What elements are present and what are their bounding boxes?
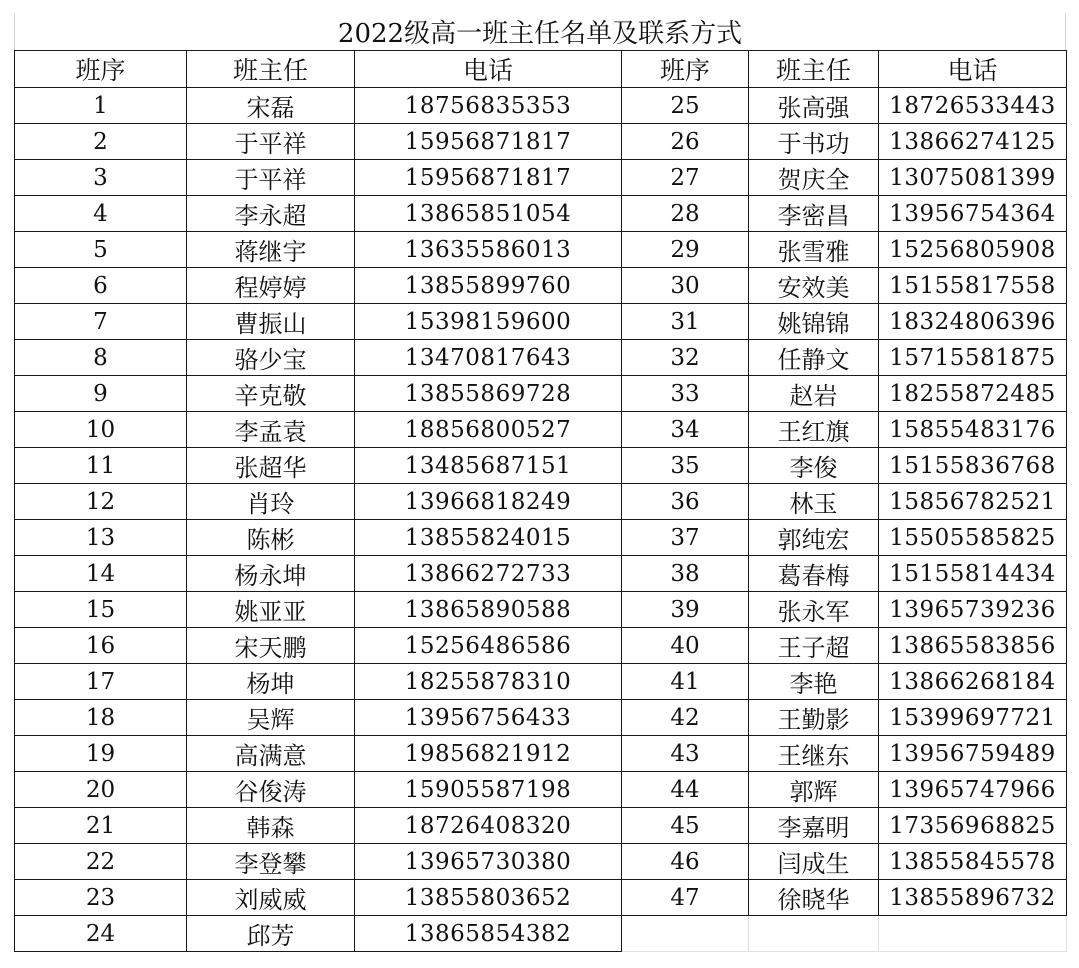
header-class-no: 班序 xyxy=(622,51,749,88)
phone-number-cell: 18756835353 xyxy=(355,88,622,124)
class-number-cell: 39 xyxy=(622,592,749,628)
table-row xyxy=(15,484,1067,520)
class-number-cell: 37 xyxy=(622,520,749,556)
header-row xyxy=(15,51,1067,88)
phone-number-cell: 15155836768 xyxy=(879,448,1067,484)
phone-number-cell: 13855845578 xyxy=(879,844,1067,880)
class-number-cell: 43 xyxy=(622,736,749,772)
class-number-cell: 17 xyxy=(15,664,187,700)
empty-cell xyxy=(879,916,1067,952)
phone-number-cell: 15256486586 xyxy=(355,628,622,664)
phone-number-cell: 13865851054 xyxy=(355,196,622,232)
table-row xyxy=(15,448,1067,484)
class-number-cell: 2 xyxy=(15,124,187,160)
table-row xyxy=(15,88,1067,124)
teacher-name-cell: 张超华 xyxy=(187,448,355,484)
table-row xyxy=(15,700,1067,736)
teacher-name-cell: 杨永坤 xyxy=(187,556,355,592)
teacher-name-cell: 吴辉 xyxy=(187,700,355,736)
phone-number-cell: 13965739236 xyxy=(879,592,1067,628)
class-number-cell: 18 xyxy=(15,700,187,736)
class-number-cell: 15 xyxy=(15,592,187,628)
teacher-name-cell: 程婷婷 xyxy=(187,268,355,304)
class-number-cell: 8 xyxy=(15,340,187,376)
spreadsheet xyxy=(14,14,1066,952)
phone-number-cell: 13855824015 xyxy=(355,520,622,556)
class-number-cell: 12 xyxy=(15,484,187,520)
class-number-cell: 22 xyxy=(15,844,187,880)
teacher-name-cell: 李俊 xyxy=(749,448,879,484)
class-number-cell: 42 xyxy=(622,700,749,736)
class-number-cell: 46 xyxy=(622,844,749,880)
table-row xyxy=(15,916,1067,952)
class-number-cell: 24 xyxy=(15,916,187,952)
phone-number-cell: 15715581875 xyxy=(879,340,1067,376)
teacher-name-cell: 王红旗 xyxy=(749,412,879,448)
phone-number-cell: 13865854382 xyxy=(355,916,622,952)
phone-number-cell: 13075081399 xyxy=(879,160,1067,196)
class-number-cell: 4 xyxy=(15,196,187,232)
phone-number-cell: 13485687151 xyxy=(355,448,622,484)
class-number-cell: 35 xyxy=(622,448,749,484)
phone-number-cell: 15155817558 xyxy=(879,268,1067,304)
phone-number-cell: 13965730380 xyxy=(355,844,622,880)
teacher-name-cell: 李孟袁 xyxy=(187,412,355,448)
phone-number-cell: 13855899760 xyxy=(355,268,622,304)
table-row xyxy=(15,376,1067,412)
phone-number-cell: 13855869728 xyxy=(355,376,622,412)
phone-number-cell: 13966818249 xyxy=(355,484,622,520)
phone-number-cell: 15155814434 xyxy=(879,556,1067,592)
phone-number-cell: 17356968825 xyxy=(879,808,1067,844)
teacher-name-cell: 韩森 xyxy=(187,808,355,844)
table-row xyxy=(15,304,1067,340)
class-number-cell: 40 xyxy=(622,628,749,664)
table-row xyxy=(15,520,1067,556)
class-number-cell: 33 xyxy=(622,376,749,412)
table-row xyxy=(15,340,1067,376)
phone-number-cell: 13956759489 xyxy=(879,736,1067,772)
teacher-name-cell: 张永军 xyxy=(749,592,879,628)
table-row xyxy=(15,880,1067,916)
class-number-cell: 13 xyxy=(15,520,187,556)
header-teacher: 班主任 xyxy=(749,51,879,88)
teacher-name-cell: 谷俊涛 xyxy=(187,772,355,808)
teacher-name-cell: 安效美 xyxy=(749,268,879,304)
phone-number-cell: 13865890588 xyxy=(355,592,622,628)
header-phone: 电话 xyxy=(879,51,1067,88)
class-number-cell: 47 xyxy=(622,880,749,916)
table-row xyxy=(15,196,1067,232)
table-row xyxy=(15,556,1067,592)
teacher-name-cell: 任静文 xyxy=(749,340,879,376)
class-number-cell: 45 xyxy=(622,808,749,844)
phone-number-cell: 13866268184 xyxy=(879,664,1067,700)
header-phone: 电话 xyxy=(355,51,622,88)
class-number-cell: 23 xyxy=(15,880,187,916)
teacher-name-cell: 李密昌 xyxy=(749,196,879,232)
phone-number-cell: 18255872485 xyxy=(879,376,1067,412)
teacher-name-cell: 辛克敬 xyxy=(187,376,355,412)
phone-number-cell: 13866274125 xyxy=(879,124,1067,160)
teacher-name-cell: 闫成生 xyxy=(749,844,879,880)
phone-number-cell: 18726533443 xyxy=(879,88,1067,124)
teacher-name-cell: 陈彬 xyxy=(187,520,355,556)
empty-cell xyxy=(622,916,749,952)
teacher-name-cell: 徐晓华 xyxy=(749,880,879,916)
phone-number-cell: 15856782521 xyxy=(879,484,1067,520)
class-number-cell: 14 xyxy=(15,556,187,592)
teacher-name-cell: 王勤影 xyxy=(749,700,879,736)
phone-number-cell: 13635586013 xyxy=(355,232,622,268)
teacher-name-cell: 于书功 xyxy=(749,124,879,160)
class-number-cell: 5 xyxy=(15,232,187,268)
class-number-cell: 9 xyxy=(15,376,187,412)
class-number-cell: 36 xyxy=(622,484,749,520)
teacher-name-cell: 张雪雅 xyxy=(749,232,879,268)
class-number-cell: 30 xyxy=(622,268,749,304)
teacher-name-cell: 宋天鹏 xyxy=(187,628,355,664)
table-row xyxy=(15,160,1067,196)
phone-number-cell: 18726408320 xyxy=(355,808,622,844)
teacher-name-cell: 郭辉 xyxy=(749,772,879,808)
table-row xyxy=(15,664,1067,700)
teacher-name-cell: 肖玲 xyxy=(187,484,355,520)
phone-number-cell: 15398159600 xyxy=(355,304,622,340)
teacher-name-cell: 刘威威 xyxy=(187,880,355,916)
class-number-cell: 25 xyxy=(622,88,749,124)
phone-number-cell: 15905587198 xyxy=(355,772,622,808)
teacher-name-cell: 林玉 xyxy=(749,484,879,520)
phone-number-cell: 15505585825 xyxy=(879,520,1067,556)
table-row xyxy=(15,772,1067,808)
phone-number-cell: 13865583856 xyxy=(879,628,1067,664)
class-number-cell: 29 xyxy=(622,232,749,268)
phone-number-cell: 13855803652 xyxy=(355,880,622,916)
class-number-cell: 32 xyxy=(622,340,749,376)
teacher-name-cell: 骆少宝 xyxy=(187,340,355,376)
teacher-name-cell: 宋磊 xyxy=(187,88,355,124)
empty-cell xyxy=(749,916,879,952)
header-teacher: 班主任 xyxy=(187,51,355,88)
phone-number-cell: 15956871817 xyxy=(355,160,622,196)
table-row xyxy=(15,124,1067,160)
teacher-name-cell: 蒋继宇 xyxy=(187,232,355,268)
phone-number-cell: 13855896732 xyxy=(879,880,1067,916)
teacher-name-cell: 姚亚亚 xyxy=(187,592,355,628)
teacher-name-cell: 王继东 xyxy=(749,736,879,772)
class-number-cell: 1 xyxy=(15,88,187,124)
phone-number-cell: 13470817643 xyxy=(355,340,622,376)
class-number-cell: 20 xyxy=(15,772,187,808)
class-number-cell: 10 xyxy=(15,412,187,448)
teacher-name-cell: 赵岩 xyxy=(749,376,879,412)
class-number-cell: 38 xyxy=(622,556,749,592)
phone-number-cell: 13965747966 xyxy=(879,772,1067,808)
teacher-name-cell: 姚锦锦 xyxy=(749,304,879,340)
table-row xyxy=(15,736,1067,772)
table-row xyxy=(15,844,1067,880)
phone-number-cell: 15855483176 xyxy=(879,412,1067,448)
sheet-title: 2022级高一班主任名单及联系方式 xyxy=(14,14,1066,50)
phone-number-cell: 15256805908 xyxy=(879,232,1067,268)
class-number-cell: 44 xyxy=(622,772,749,808)
phone-number-cell: 15399697721 xyxy=(879,700,1067,736)
teacher-name-cell: 于平祥 xyxy=(187,124,355,160)
class-number-cell: 34 xyxy=(622,412,749,448)
teacher-name-cell: 李嘉明 xyxy=(749,808,879,844)
teacher-name-cell: 李登攀 xyxy=(187,844,355,880)
table-row xyxy=(15,808,1067,844)
teacher-name-cell: 于平祥 xyxy=(187,160,355,196)
phone-number-cell: 13956754364 xyxy=(879,196,1067,232)
table-row xyxy=(15,592,1067,628)
class-number-cell: 7 xyxy=(15,304,187,340)
class-number-cell: 28 xyxy=(622,196,749,232)
teacher-contact-table xyxy=(14,50,1067,952)
header-class-no: 班序 xyxy=(15,51,187,88)
class-number-cell: 6 xyxy=(15,268,187,304)
phone-number-cell: 18324806396 xyxy=(879,304,1067,340)
teacher-name-cell: 李永超 xyxy=(187,196,355,232)
class-number-cell: 16 xyxy=(15,628,187,664)
teacher-name-cell: 贺庆全 xyxy=(749,160,879,196)
teacher-name-cell: 张高强 xyxy=(749,88,879,124)
class-number-cell: 31 xyxy=(622,304,749,340)
phone-number-cell: 15956871817 xyxy=(355,124,622,160)
class-number-cell: 19 xyxy=(15,736,187,772)
phone-number-cell: 13866272733 xyxy=(355,556,622,592)
phone-number-cell: 18856800527 xyxy=(355,412,622,448)
table-row xyxy=(15,628,1067,664)
class-number-cell: 21 xyxy=(15,808,187,844)
teacher-name-cell: 曹振山 xyxy=(187,304,355,340)
teacher-name-cell: 杨坤 xyxy=(187,664,355,700)
phone-number-cell: 13956756433 xyxy=(355,700,622,736)
class-number-cell: 26 xyxy=(622,124,749,160)
teacher-name-cell: 王子超 xyxy=(749,628,879,664)
table-row xyxy=(15,232,1067,268)
class-number-cell: 27 xyxy=(622,160,749,196)
phone-number-cell: 19856821912 xyxy=(355,736,622,772)
teacher-name-cell: 李艳 xyxy=(749,664,879,700)
teacher-name-cell: 高满意 xyxy=(187,736,355,772)
phone-number-cell: 18255878310 xyxy=(355,664,622,700)
table-row xyxy=(15,412,1067,448)
table-row xyxy=(15,268,1067,304)
teacher-name-cell: 邱芳 xyxy=(187,916,355,952)
teacher-name-cell: 郭纯宏 xyxy=(749,520,879,556)
teacher-name-cell: 葛春梅 xyxy=(749,556,879,592)
class-number-cell: 41 xyxy=(622,664,749,700)
class-number-cell: 11 xyxy=(15,448,187,484)
class-number-cell: 3 xyxy=(15,160,187,196)
